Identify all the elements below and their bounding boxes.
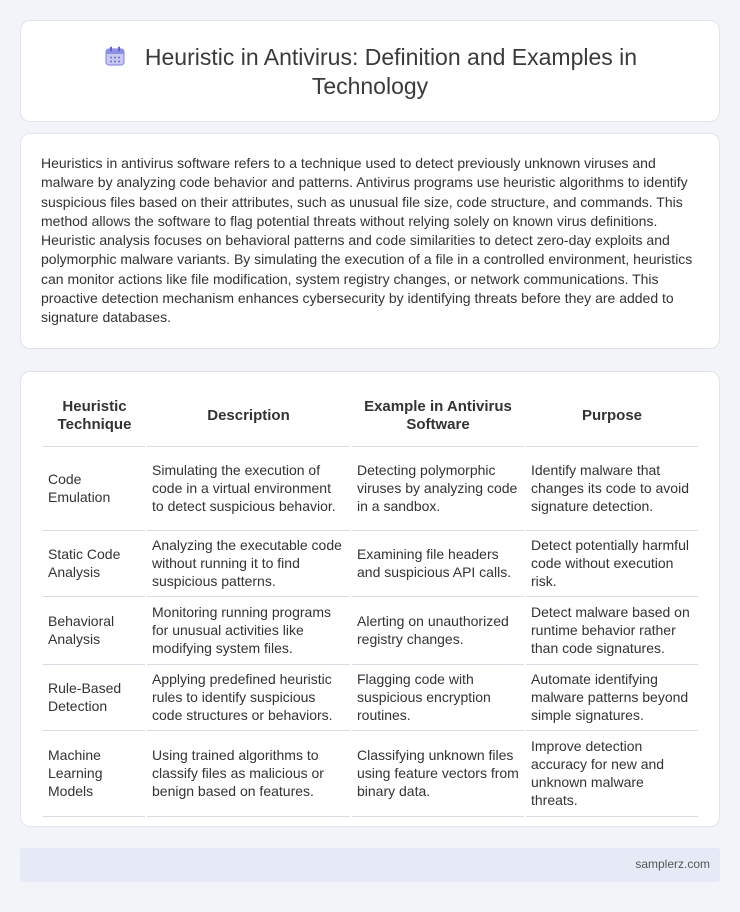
table-cell: Analyzing the executable code without running it to find suspicious patterns.: [146, 530, 351, 596]
intro-card: [20, 133, 720, 349]
page-title-wrap: [21, 43, 719, 101]
table-cell: Simulating the execution of code in a virtual environment to detect suspicious behavior.: [146, 446, 351, 530]
table-cell: Identify malware that changes its code to avoid signature detection.: [525, 446, 699, 530]
column-header: Example in Antivirus Software: [351, 386, 525, 446]
table-cell: Classifying unknown files using feature vectors from binary data.: [351, 730, 525, 816]
table-cell: Machine Learning Models: [43, 730, 146, 816]
heuristics-table: [43, 386, 700, 817]
footer-site-link[interactable]: samplerz.com: [635, 857, 710, 871]
footer-bar: [20, 848, 720, 882]
table-cell: Rule-Based Detection: [43, 664, 146, 730]
table-header-row: [43, 386, 699, 446]
table-cell: Flagging code with suspicious encryption routines.: [351, 664, 525, 730]
table-cell: Behavioral Analysis: [43, 596, 146, 664]
column-header: Description: [146, 386, 351, 446]
table-card: [20, 371, 720, 827]
intro-paragraph: Heuristics in antivirus software refers to a technique used to detect previously unknown viruses and malware by analyzing code behavior and patterns. Antivirus programs use heuristic algorithms to identify suspicious files based on their attributes, such as unusual file size, code structure, and commands. This method allows the software to flag potential threats without relying solely on known virus definitions. Heuristic analysis focuses on behavioral patterns and code similarities to detect zero-day exploits and polymorphic malware variants. By simulating the execution of a file in a controlled environment, heuristics can monitor actions like file modification, system registry changes, or network communications. This proactive detection mechanism enhances cybersecurity by identifying threats before they are added to signature databases.: [41, 155, 693, 326]
table-row: [43, 664, 699, 730]
table-cell: Using trained algorithms to classify files as malicious or benign based on features.: [146, 730, 351, 816]
column-header: Purpose: [525, 386, 699, 446]
table-row: [43, 730, 699, 816]
table-cell: Applying predefined heuristic rules to identify suspicious code structures or behaviors.: [146, 664, 351, 730]
table-cell: Code Emulation: [43, 446, 146, 530]
table-row: [43, 446, 699, 530]
column-header: Heuristic Technique: [43, 386, 146, 446]
calendar-icon: [103, 44, 127, 68]
table-cell: Improve detection accuracy for new and unknown malware threats.: [525, 730, 699, 816]
title-card: [20, 20, 720, 122]
table-cell: Static Code Analysis: [43, 530, 146, 596]
table-row: [43, 530, 699, 596]
table-cell: Detecting polymorphic viruses by analyzing code in a sandbox.: [351, 446, 525, 530]
table-cell: Automate identifying malware patterns beyond simple signatures.: [525, 664, 699, 730]
page-title: Heuristic in Antivirus: Definition and Examples in Technology: [144, 44, 638, 99]
table-cell: Alerting on unauthorized registry changes.: [351, 596, 525, 664]
table-cell: Monitoring running programs for unusual activities like modifying system files.: [146, 596, 351, 664]
table-cell: Detect potentially harmful code without execution risk.: [525, 530, 699, 596]
table-row: [43, 596, 699, 664]
table-cell: Detect malware based on runtime behavior rather than code signatures.: [525, 596, 699, 664]
table-cell: Examining file headers and suspicious API calls.: [351, 530, 525, 596]
